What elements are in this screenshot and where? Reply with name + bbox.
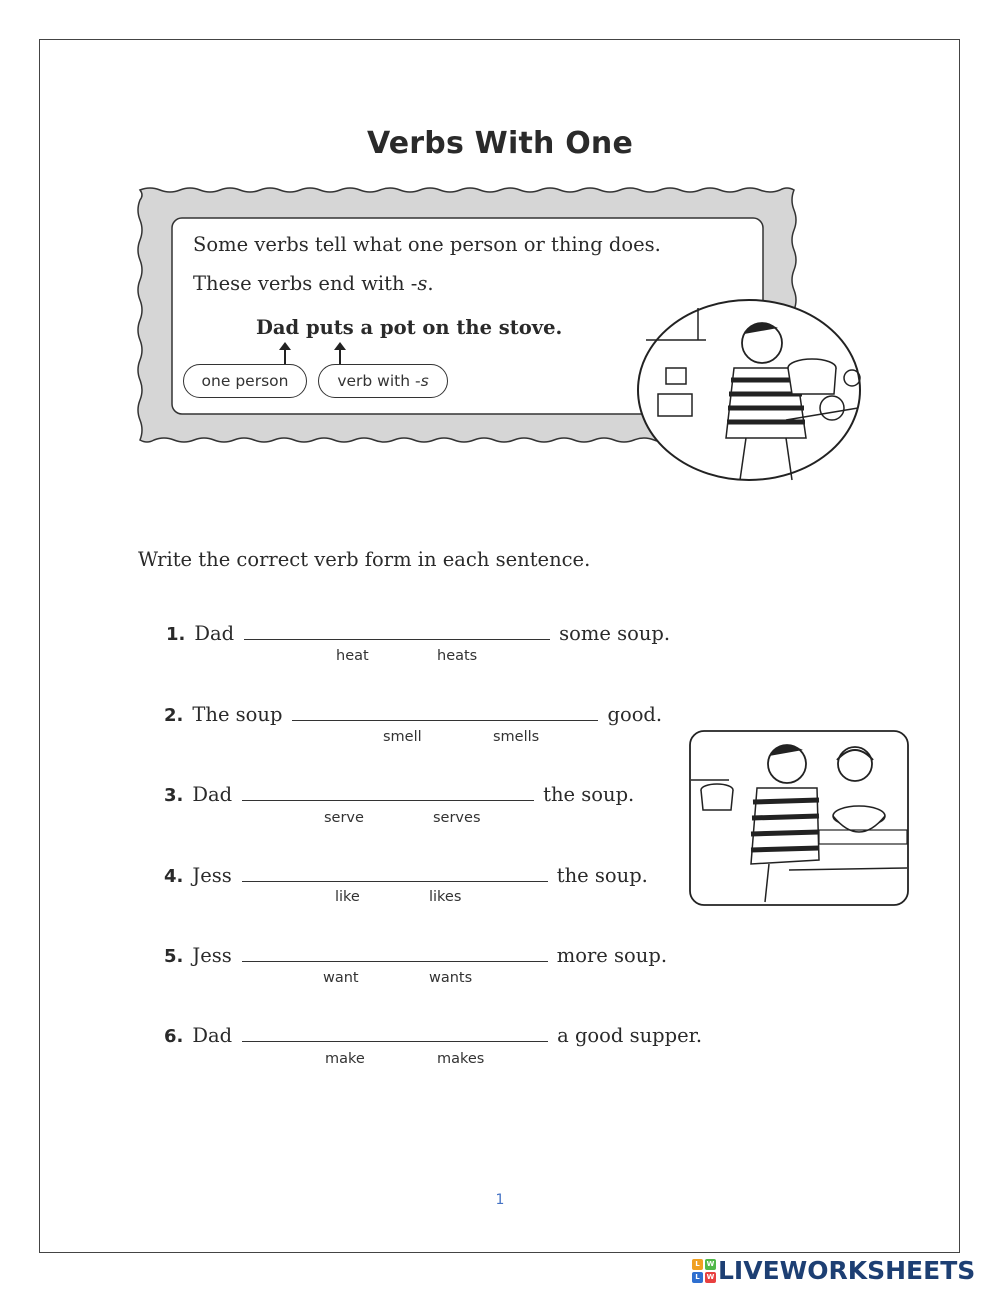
item-number: 3. bbox=[164, 785, 184, 806]
item-number: 5. bbox=[164, 946, 184, 967]
logo-tile-4: W bbox=[706, 1272, 715, 1281]
item-text-after: the soup. bbox=[543, 783, 635, 806]
answer-blank[interactable] bbox=[242, 786, 534, 801]
item-text-after: more soup. bbox=[556, 944, 668, 967]
item-text-after: good. bbox=[607, 703, 663, 726]
rule-line-1: Some verbs tell what one person or thing does. bbox=[193, 233, 661, 256]
item-text-before: The soup bbox=[192, 703, 283, 726]
rule-line-2: These verbs end with -s. bbox=[193, 272, 434, 295]
item-text-before: Dad bbox=[192, 1024, 233, 1047]
item-text-before: Jess bbox=[192, 864, 232, 887]
instruction: Write the correct verb form in each sentence. bbox=[138, 548, 591, 571]
dad-and-jess-illustration bbox=[689, 730, 909, 906]
answer-blank[interactable] bbox=[242, 947, 548, 962]
choice-s-form[interactable]: likes bbox=[429, 889, 462, 905]
pill-verb-with-s: verb with - s bbox=[318, 364, 448, 398]
exercise-item bbox=[164, 944, 667, 967]
item-number: 2. bbox=[164, 705, 184, 726]
choice-s-form[interactable]: heats bbox=[437, 648, 478, 664]
answer-blank[interactable] bbox=[292, 706, 598, 721]
arrow-to-verb bbox=[339, 348, 341, 364]
item-text-before: Dad bbox=[192, 783, 233, 806]
item-text-after: a good supper. bbox=[557, 1024, 703, 1047]
item-number: 4. bbox=[164, 866, 184, 887]
choice-base-form[interactable]: like bbox=[335, 889, 360, 905]
choice-s-form[interactable]: serves bbox=[433, 810, 481, 826]
liveworksheets-logo[interactable] bbox=[692, 1256, 975, 1285]
choice-base-form[interactable]: serve bbox=[324, 810, 364, 826]
choice-base-form[interactable]: smell bbox=[383, 729, 422, 745]
item-text-after: some soup. bbox=[559, 622, 671, 645]
item-text-before: Jess bbox=[192, 944, 232, 967]
choice-base-form[interactable]: want bbox=[323, 970, 359, 986]
exercise-item bbox=[164, 864, 648, 887]
answer-blank[interactable] bbox=[244, 625, 550, 640]
answer-blank[interactable] bbox=[242, 1027, 548, 1042]
choice-base-form[interactable]: make bbox=[325, 1051, 365, 1067]
logo-tile-1: L bbox=[692, 1259, 703, 1270]
example-sentence: Dad puts a pot on the stove. bbox=[256, 316, 563, 339]
item-text-before: Dad bbox=[194, 622, 235, 645]
dad-cooking-illustration bbox=[636, 298, 862, 484]
exercise-item bbox=[166, 622, 670, 645]
choice-base-form[interactable]: heat bbox=[336, 648, 369, 664]
item-text-after: the soup. bbox=[556, 864, 648, 887]
choice-s-form[interactable]: wants bbox=[429, 970, 473, 986]
exercise-item bbox=[164, 1024, 702, 1047]
page-title: Verbs With One bbox=[366, 126, 634, 161]
item-number: 1. bbox=[166, 624, 186, 645]
exercise-item bbox=[164, 783, 634, 806]
arrow-to-subject bbox=[284, 348, 286, 364]
choice-s-form[interactable]: makes bbox=[437, 1051, 485, 1067]
choice-s-form[interactable]: smells bbox=[493, 729, 540, 745]
logo-mark bbox=[692, 1259, 716, 1283]
logo-tile-3: L bbox=[692, 1272, 703, 1283]
logo-tile-2: W bbox=[706, 1259, 715, 1268]
exercise-item bbox=[164, 703, 662, 726]
pill-one-person: one person bbox=[183, 364, 307, 398]
answer-blank[interactable] bbox=[242, 867, 548, 882]
logo-text: LIVEWORKSHEETS bbox=[718, 1256, 976, 1285]
page-number: 1 bbox=[495, 1192, 505, 1208]
item-number: 6. bbox=[164, 1026, 184, 1047]
